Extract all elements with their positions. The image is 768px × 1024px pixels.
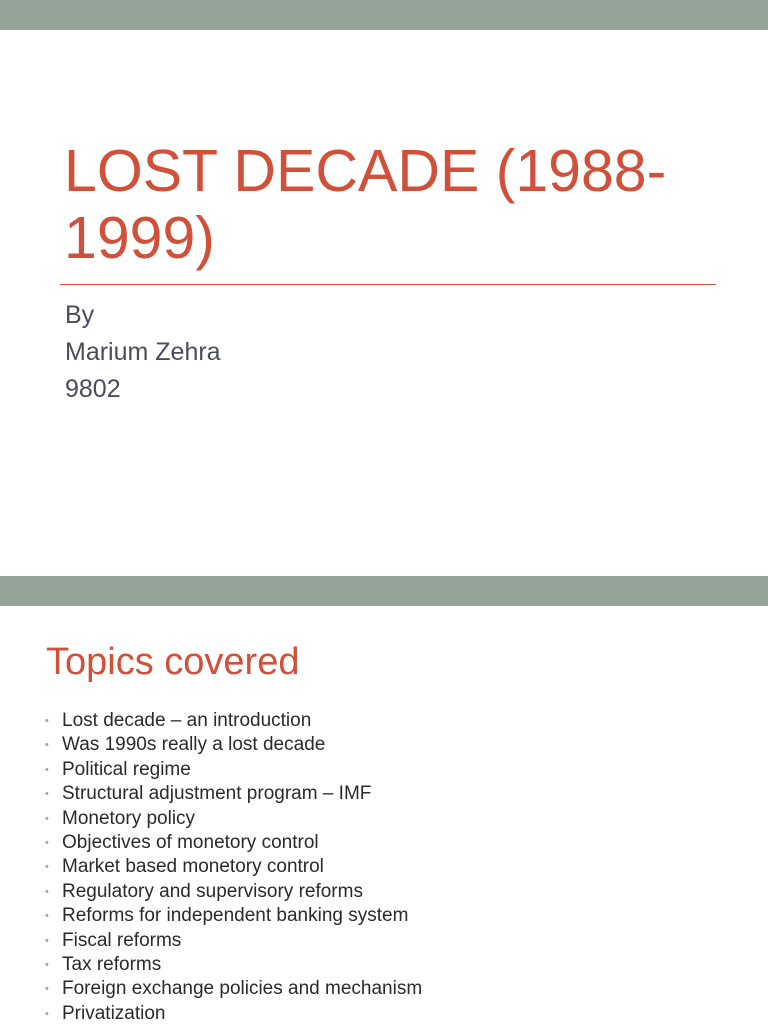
list-item bbox=[44, 977, 422, 1001]
list-item bbox=[44, 953, 422, 977]
list-item bbox=[44, 904, 422, 928]
top-band bbox=[0, 576, 768, 606]
list-item bbox=[44, 831, 422, 855]
bullet-icon: • bbox=[45, 739, 49, 752]
top-band bbox=[0, 0, 768, 30]
topic-text: Market based monetory control bbox=[62, 856, 324, 878]
bullet-icon: • bbox=[45, 715, 49, 727]
bullet-icon: • bbox=[45, 959, 49, 972]
bullet-icon: • bbox=[45, 763, 49, 776]
list-item bbox=[44, 758, 422, 782]
topic-text: Political regime bbox=[62, 758, 191, 780]
bullet-icon: • bbox=[45, 788, 49, 801]
list-item bbox=[44, 807, 422, 831]
list-item bbox=[44, 1002, 422, 1024]
bullet-icon: • bbox=[45, 861, 49, 874]
bullet-icon: • bbox=[45, 812, 49, 825]
topics-heading: Topics covered bbox=[46, 641, 300, 683]
topic-text: Monetory policy bbox=[62, 807, 196, 829]
topic-text: Tax reforms bbox=[62, 954, 162, 976]
topics-slide bbox=[0, 576, 768, 1024]
slide-title: LOST DECADE (1988-1999) bbox=[64, 138, 667, 271]
list-item bbox=[44, 709, 422, 733]
list-item bbox=[44, 880, 422, 904]
bullet-icon: • bbox=[45, 885, 49, 898]
list-item bbox=[44, 733, 422, 757]
topic-text: Reforms for independent banking system bbox=[62, 905, 409, 927]
bullet-icon: • bbox=[45, 837, 49, 850]
author-id: 9802 bbox=[65, 375, 121, 403]
subtitle-by: By bbox=[65, 301, 95, 329]
topic-text: Structural adjustment program – IMF bbox=[62, 783, 372, 805]
bullet-icon: • bbox=[45, 983, 49, 996]
bullet-icon: • bbox=[45, 910, 49, 923]
list-item bbox=[44, 855, 422, 879]
slide-subtitle bbox=[65, 297, 221, 408]
bullet-icon: • bbox=[45, 1007, 49, 1020]
topic-text: Regulatory and supervisory reforms bbox=[62, 880, 363, 902]
topic-text: Privatization bbox=[62, 1002, 166, 1024]
topic-text: Objectives of monetory control bbox=[62, 832, 319, 854]
list-item bbox=[44, 929, 422, 953]
topic-text: Lost decade – an introduction bbox=[62, 710, 312, 731]
topic-text: Was 1990s really a lost decade bbox=[62, 734, 326, 756]
topics-list bbox=[44, 709, 422, 1024]
list-item bbox=[44, 782, 422, 806]
topic-text: Foreign exchange policies and mechanism bbox=[62, 978, 423, 1000]
topic-text: Fiscal reforms bbox=[62, 929, 182, 951]
author-name: Marium Zehra bbox=[65, 338, 221, 366]
bullet-icon: • bbox=[45, 934, 49, 947]
title-divider bbox=[60, 284, 716, 285]
